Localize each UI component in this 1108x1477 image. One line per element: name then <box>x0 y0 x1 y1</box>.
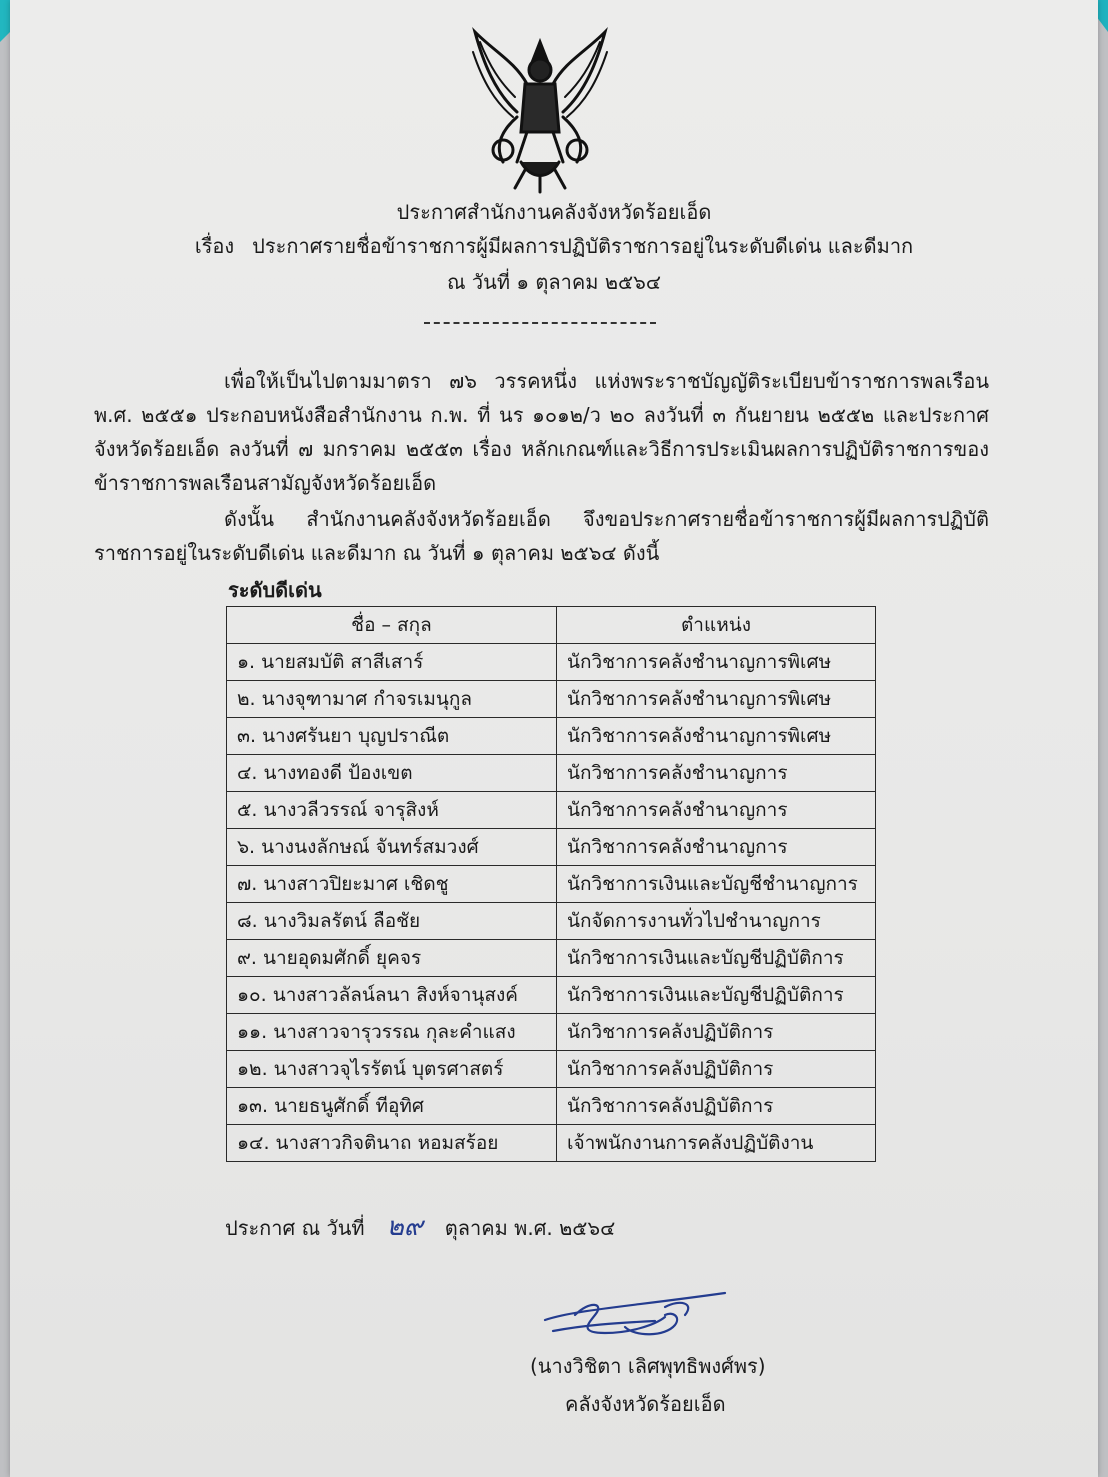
handwritten-day: ๒๙ <box>386 1212 423 1242</box>
announce-suffix: ตุลาคม พ.ศ. ๒๕๖๔ <box>444 1216 616 1240</box>
cell-name: ๑๒. นางสาวจุไรรัตน์ บุตรศาสตร์ <box>227 1051 557 1088</box>
table-header-row <box>227 607 876 644</box>
cell-name: ๙. นายอุดมศักดิ์ ยุคจร <box>227 940 557 977</box>
cell-position: เจ้าพนักงานการคลังปฏิบัติงาน <box>557 1125 876 1162</box>
cell-position: นักวิชาการคลังชำนาญการพิเศษ <box>557 644 876 681</box>
cell-name: ๖. นางนงลักษณ์ จันทร์สมวงศ์ <box>227 829 557 866</box>
table-row <box>227 644 876 681</box>
subject-label: เรื่อง <box>194 234 235 258</box>
cell-position: นักวิชาการเงินและบัญชีชำนาญการ <box>557 866 876 903</box>
announce-prefix: ประกาศ ณ วันที่ <box>225 1216 365 1240</box>
cell-position: นักวิชาการคลังชำนาญการ <box>557 829 876 866</box>
subject-text: ประกาศรายชื่อข้าราชการผู้มีผลการปฏิบัติราชการอยู่ในระดับดีเด่น และดีมาก <box>252 234 914 258</box>
garuda-emblem-icon <box>455 22 625 194</box>
cell-position: นักวิชาการเงินและบัญชีปฏิบัติการ <box>557 940 876 977</box>
body-paragraph-2: ดังนั้น สำนักงานคลังจังหวัดร้อยเอ็ด จึงขอประกาศรายชื่อข้าราชการผู้มีผลการปฏิบัติราชการอยู่ในระดับดีเด่น และดีมาก ณ วันที่ ๑ ตุลาคม ๒๕๖๔ ดังนี้ <box>94 507 989 565</box>
document-as-of-date: ณ วันที่ ๑ ตุลาคม ๒๕๖๔ <box>447 270 661 294</box>
cell-name: ๘. นางวิมลรัตน์ ลือชัย <box>227 903 557 940</box>
cell-position: นักวิชาการคลังชำนาญการพิเศษ <box>557 681 876 718</box>
cell-name: ๔. นางทองดี ป้องเขต <box>227 755 557 792</box>
table-row <box>227 792 876 829</box>
table-row <box>227 829 876 866</box>
cell-name: ๑๓. นายธนูศักดิ์ ทีอุทิศ <box>227 1088 557 1125</box>
table-row <box>227 718 876 755</box>
signer-name: (นางวิชิตา เลิศพุทธิพงศ์พร) <box>530 1354 766 1378</box>
cell-name: ๒. นางจุฑามาศ กำจรเมนุกูล <box>227 681 557 718</box>
header-position: ตำแหน่ง <box>557 607 876 644</box>
section-title: ระดับดีเด่น <box>228 578 322 602</box>
table-row <box>227 1014 876 1051</box>
table-row <box>227 1088 876 1125</box>
document-title: ประกาศสำนักงานคลังจังหวัดร้อยเอ็ด <box>396 200 712 224</box>
table-row <box>227 755 876 792</box>
cell-name: ๕. นางวลีวรรณ์ จารุสิงห์ <box>227 792 557 829</box>
table-row <box>227 1125 876 1162</box>
cell-position: นักวิชาการเงินและบัญชีปฏิบัติการ <box>557 977 876 1014</box>
document-page <box>10 0 1098 1477</box>
cell-name: ๓. นางศรันยา บุญปราณีต <box>227 718 557 755</box>
cell-position: นักวิชาการคลังปฏิบัติการ <box>557 1088 876 1125</box>
cell-position: นักวิชาการคลังปฏิบัติการ <box>557 1014 876 1051</box>
document-subject <box>10 232 1098 260</box>
table-row <box>227 1051 876 1088</box>
header-name: ชื่อ – สกุล <box>227 607 557 644</box>
cell-name: ๑๑. นางสาวจารุวรรณ กุละคำแสง <box>227 1014 557 1051</box>
cell-name: ๗. นางสาวปิยะมาศ เชิดชู <box>227 866 557 903</box>
cell-name: ๑. นายสมบัติ สาสีเสาร์ <box>227 644 557 681</box>
table-row <box>227 940 876 977</box>
cell-position: นักวิชาการคลังชำนาญการ <box>557 755 876 792</box>
dashed-divider <box>424 322 656 324</box>
cell-position: นักวิชาการคลังชำนาญการ <box>557 792 876 829</box>
cell-name: ๑๐. นางสาวลัลน์ลนา สิงห์จานุสงค์ <box>227 977 557 1014</box>
cell-position: นักวิชาการคลังชำนาญการพิเศษ <box>557 718 876 755</box>
table-row <box>227 977 876 1014</box>
announce-date-line <box>225 1206 615 1247</box>
cell-position: นักจัดการงานทั่วไปชำนาญการ <box>557 903 876 940</box>
table-row <box>227 866 876 903</box>
cell-name: ๑๔. นางสาวกิจตินาถ หอมสร้อย <box>227 1125 557 1162</box>
table-row <box>227 903 876 940</box>
signer-title: คลังจังหวัดร้อยเอ็ด <box>565 1392 726 1416</box>
table-row <box>227 681 876 718</box>
body-paragraph-1: เพื่อให้เป็นไปตามมาตรา ๗๖ วรรคหนึ่ง แห่งพระราชบัญญัติระเบียบข้าราชการพลเรือน พ.ศ. ๒๕๕๑ ประกอบหนังสือสำนักงาน ก.พ. ที่ นร ๑๐๑๒/ว ๒๐ ลงวันที่ ๓ กันยายน ๒๕๕๒ และประกาศจังหวัดร้อยเอ็ด ลงวันที่ ๗ มกราคม ๒๕๕๓ เรื่อง หลักเกณฑ์และวิธีการประเมินผลการปฏิบัติราชการของข้าราชการพลเรือนสามัญจังหวัดร้อยเอ็ด <box>94 369 989 495</box>
staff-table <box>226 606 876 1162</box>
signature-icon <box>535 1285 735 1355</box>
cell-position: นักวิชาการคลังปฏิบัติการ <box>557 1051 876 1088</box>
